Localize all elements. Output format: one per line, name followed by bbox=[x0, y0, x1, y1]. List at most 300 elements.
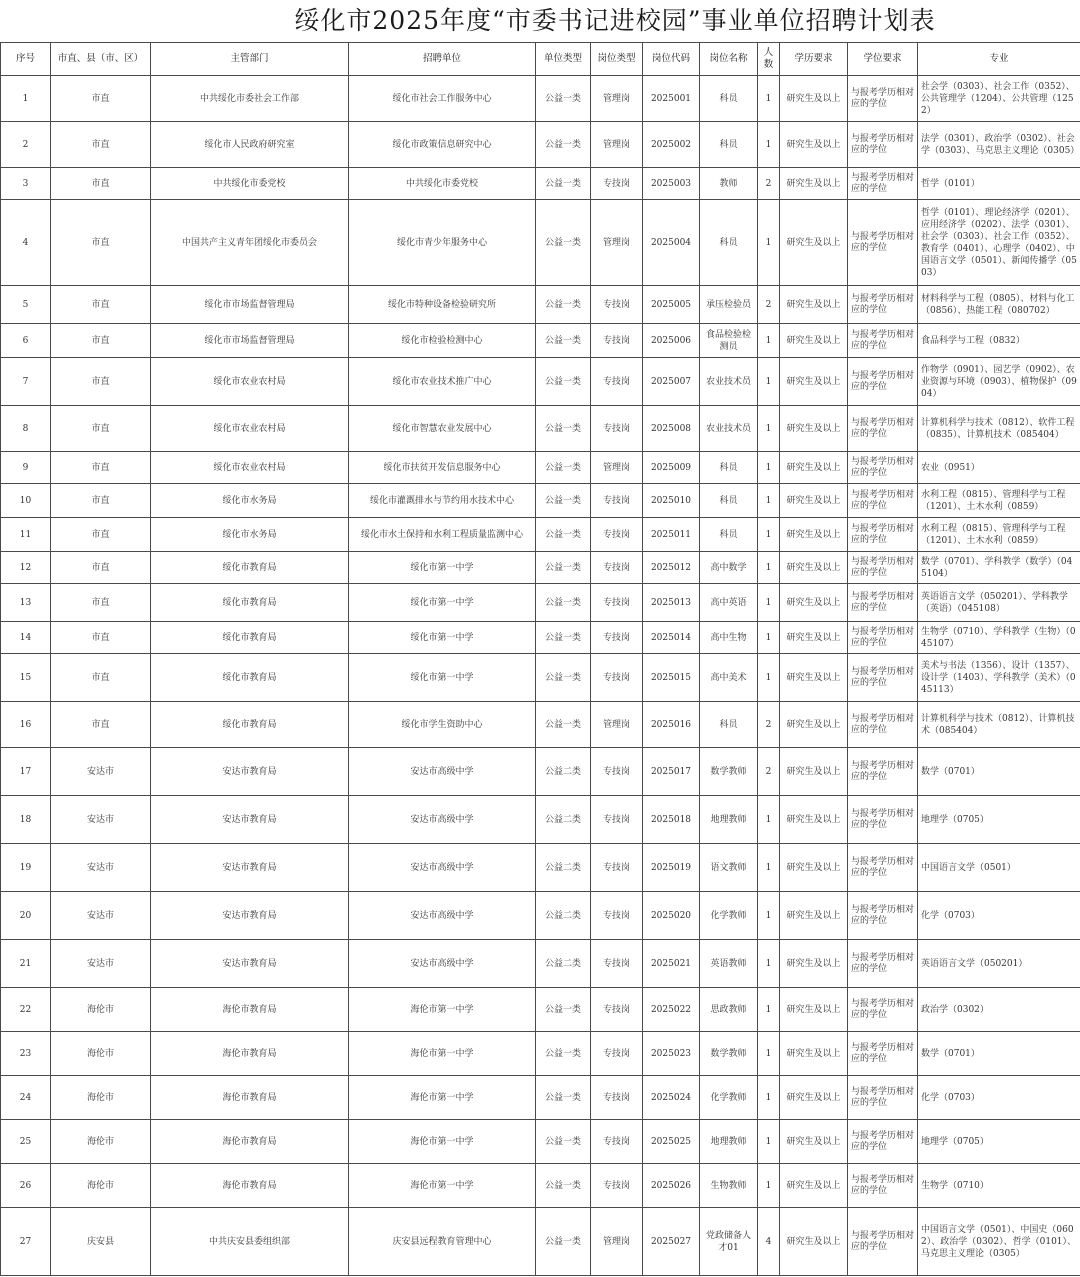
position-code-cell: 2025001 bbox=[643, 76, 700, 122]
header-cell: 单位类型 bbox=[536, 43, 591, 76]
degree-cell: 与报考学历相对应的学位 bbox=[848, 584, 918, 622]
position-name-cell: 高中英语 bbox=[700, 584, 758, 622]
degree-cell: 与报考学历相对应的学位 bbox=[848, 452, 918, 484]
degree-cell: 与报考学历相对应的学位 bbox=[848, 168, 918, 200]
degree-cell: 与报考学历相对应的学位 bbox=[848, 1120, 918, 1164]
unit-type-cell: 公益二类 bbox=[536, 892, 591, 940]
education-cell: 研究生及以上 bbox=[780, 1208, 848, 1276]
row-number: 16 bbox=[1, 702, 51, 748]
education-cell: 研究生及以上 bbox=[780, 584, 848, 622]
major-cell: 英语语言文学（050201） bbox=[918, 940, 1080, 988]
position-type-cell: 专技岗 bbox=[591, 654, 643, 702]
headcount-cell: 1 bbox=[758, 622, 780, 654]
position-code-cell: 2025026 bbox=[643, 1164, 700, 1208]
education-cell: 研究生及以上 bbox=[780, 702, 848, 748]
position-type-cell: 管理岗 bbox=[591, 76, 643, 122]
unit-cell: 安达市高级中学 bbox=[349, 748, 536, 796]
degree-cell: 与报考学历相对应的学位 bbox=[848, 892, 918, 940]
department-cell: 绥化市水务局 bbox=[151, 518, 349, 552]
headcount-cell: 2 bbox=[758, 702, 780, 748]
region-cell: 海伦市 bbox=[51, 1164, 151, 1208]
education-cell: 研究生及以上 bbox=[780, 1164, 848, 1208]
major-cell: 英语语言文学（050201）、学科教学（英语）（045108） bbox=[918, 584, 1080, 622]
position-code-cell: 2025023 bbox=[643, 1032, 700, 1076]
position-type-cell: 专技岗 bbox=[591, 622, 643, 654]
table-row bbox=[1, 484, 1080, 518]
region-cell: 市直 bbox=[51, 552, 151, 584]
header-row bbox=[1, 43, 1080, 76]
header-cell: 人数 bbox=[758, 43, 780, 76]
table-row bbox=[1, 844, 1080, 892]
education-cell: 研究生及以上 bbox=[780, 1076, 848, 1120]
unit-type-cell: 公益二类 bbox=[536, 844, 591, 892]
headcount-cell: 1 bbox=[758, 200, 780, 286]
headcount-cell: 1 bbox=[758, 518, 780, 552]
education-cell: 研究生及以上 bbox=[780, 988, 848, 1032]
table-row bbox=[1, 1032, 1080, 1076]
position-code-cell: 2025014 bbox=[643, 622, 700, 654]
position-name-cell: 高中生物 bbox=[700, 622, 758, 654]
unit-type-cell: 公益一类 bbox=[536, 1076, 591, 1120]
headcount-cell: 1 bbox=[758, 796, 780, 844]
unit-type-cell: 公益一类 bbox=[536, 406, 591, 452]
position-name-cell: 语文教师 bbox=[700, 844, 758, 892]
position-type-cell: 专技岗 bbox=[591, 988, 643, 1032]
position-code-cell: 2025007 bbox=[643, 358, 700, 406]
unit-cell: 安达市高级中学 bbox=[349, 892, 536, 940]
major-cell: 数学（0701） bbox=[918, 1032, 1080, 1076]
unit-cell: 绥化市农业技术推广中心 bbox=[349, 358, 536, 406]
unit-cell: 绥化市特种设备检验研究所 bbox=[349, 286, 536, 324]
unit-type-cell: 公益二类 bbox=[536, 748, 591, 796]
education-cell: 研究生及以上 bbox=[780, 122, 848, 168]
position-name-cell: 农业技术员 bbox=[700, 358, 758, 406]
major-cell: 哲学（0101） bbox=[918, 168, 1080, 200]
header-cell: 招聘单位 bbox=[349, 43, 536, 76]
department-cell: 中共庆安县委组织部 bbox=[151, 1208, 349, 1276]
position-name-cell: 科员 bbox=[700, 76, 758, 122]
row-number: 7 bbox=[1, 358, 51, 406]
row-number: 25 bbox=[1, 1120, 51, 1164]
education-cell: 研究生及以上 bbox=[780, 940, 848, 988]
row-number: 19 bbox=[1, 844, 51, 892]
unit-cell: 绥化市第一中学 bbox=[349, 654, 536, 702]
major-cell: 哲学（0101）、理论经济学（0201）、应用经济学（0202）、法学（0301）、社会学（0303）、社会工作（0352）、教育学（0401）、心理学（0402）、中国语言文学（0501）、新闻传播学（0503） bbox=[918, 200, 1080, 286]
education-cell: 研究生及以上 bbox=[780, 844, 848, 892]
position-type-cell: 专技岗 bbox=[591, 324, 643, 358]
table-row bbox=[1, 286, 1080, 324]
region-cell: 庆安县 bbox=[51, 1208, 151, 1276]
position-name-cell: 化学教师 bbox=[700, 1076, 758, 1120]
degree-cell: 与报考学历相对应的学位 bbox=[848, 844, 918, 892]
headcount-cell: 1 bbox=[758, 484, 780, 518]
education-cell: 研究生及以上 bbox=[780, 76, 848, 122]
position-name-cell: 科员 bbox=[700, 518, 758, 552]
position-code-cell: 2025013 bbox=[643, 584, 700, 622]
position-code-cell: 2025016 bbox=[643, 702, 700, 748]
position-type-cell: 专技岗 bbox=[591, 940, 643, 988]
unit-cell: 中共绥化市委党校 bbox=[349, 168, 536, 200]
row-number: 9 bbox=[1, 452, 51, 484]
region-cell: 海伦市 bbox=[51, 1076, 151, 1120]
position-name-cell: 地理教师 bbox=[700, 1120, 758, 1164]
table-row bbox=[1, 518, 1080, 552]
position-name-cell: 科员 bbox=[700, 484, 758, 518]
header-cell: 岗位代码 bbox=[643, 43, 700, 76]
unit-type-cell: 公益一类 bbox=[536, 452, 591, 484]
row-number: 5 bbox=[1, 286, 51, 324]
region-cell: 市直 bbox=[51, 168, 151, 200]
row-number: 26 bbox=[1, 1164, 51, 1208]
position-name-cell: 承压检验员 bbox=[700, 286, 758, 324]
position-name-cell: 生物教师 bbox=[700, 1164, 758, 1208]
department-cell: 中共绥化市委党校 bbox=[151, 168, 349, 200]
unit-type-cell: 公益一类 bbox=[536, 988, 591, 1032]
headcount-cell: 1 bbox=[758, 552, 780, 584]
header-cell: 专业 bbox=[918, 43, 1080, 76]
major-cell: 材料科学与工程（0805）、材料与化工（0856）、热能工程（080702） bbox=[918, 286, 1080, 324]
region-cell: 海伦市 bbox=[51, 1120, 151, 1164]
education-cell: 研究生及以上 bbox=[780, 358, 848, 406]
unit-type-cell: 公益一类 bbox=[536, 122, 591, 168]
unit-type-cell: 公益一类 bbox=[536, 1164, 591, 1208]
region-cell: 安达市 bbox=[51, 940, 151, 988]
table-row bbox=[1, 892, 1080, 940]
table-row bbox=[1, 358, 1080, 406]
major-cell: 农业（0951） bbox=[918, 452, 1080, 484]
position-code-cell: 2025022 bbox=[643, 988, 700, 1032]
major-cell: 数学（0701）、学科教学（数学）（045104） bbox=[918, 552, 1080, 584]
position-type-cell: 专技岗 bbox=[591, 748, 643, 796]
header-cell: 岗位类型 bbox=[591, 43, 643, 76]
position-name-cell: 地理教师 bbox=[700, 796, 758, 844]
unit-type-cell: 公益一类 bbox=[536, 584, 591, 622]
major-cell: 化学（0703） bbox=[918, 1076, 1080, 1120]
row-number: 4 bbox=[1, 200, 51, 286]
table-row bbox=[1, 748, 1080, 796]
table-row bbox=[1, 1208, 1080, 1276]
row-number: 10 bbox=[1, 484, 51, 518]
degree-cell: 与报考学历相对应的学位 bbox=[848, 748, 918, 796]
headcount-cell: 1 bbox=[758, 406, 780, 452]
position-name-cell: 教师 bbox=[700, 168, 758, 200]
major-cell: 生物学（0710）、学科教学（生物）（045107） bbox=[918, 622, 1080, 654]
degree-cell: 与报考学历相对应的学位 bbox=[848, 654, 918, 702]
table-row bbox=[1, 1076, 1080, 1120]
position-code-cell: 2025025 bbox=[643, 1120, 700, 1164]
headcount-cell: 1 bbox=[758, 1076, 780, 1120]
table-row bbox=[1, 324, 1080, 358]
department-cell: 安达市教育局 bbox=[151, 844, 349, 892]
department-cell: 海伦市教育局 bbox=[151, 988, 349, 1032]
header-cell: 序号 bbox=[1, 43, 51, 76]
region-cell: 海伦市 bbox=[51, 1032, 151, 1076]
unit-cell: 绥化市灌溉排水与节约用水技术中心 bbox=[349, 484, 536, 518]
department-cell: 绥化市水务局 bbox=[151, 484, 349, 518]
position-name-cell: 思政教师 bbox=[700, 988, 758, 1032]
unit-cell: 绥化市扶贫开发信息服务中心 bbox=[349, 452, 536, 484]
department-cell: 海伦市教育局 bbox=[151, 1120, 349, 1164]
row-number: 11 bbox=[1, 518, 51, 552]
position-code-cell: 2025027 bbox=[643, 1208, 700, 1276]
headcount-cell: 1 bbox=[758, 654, 780, 702]
unit-cell: 绥化市政策信息研究中心 bbox=[349, 122, 536, 168]
major-cell: 计算机科学与技术（0812）、计算机技术（085404） bbox=[918, 702, 1080, 748]
position-code-cell: 2025003 bbox=[643, 168, 700, 200]
region-cell: 市直 bbox=[51, 518, 151, 552]
region-cell: 市直 bbox=[51, 286, 151, 324]
degree-cell: 与报考学历相对应的学位 bbox=[848, 76, 918, 122]
department-cell: 海伦市教育局 bbox=[151, 1076, 349, 1120]
education-cell: 研究生及以上 bbox=[780, 452, 848, 484]
region-cell: 安达市 bbox=[51, 748, 151, 796]
region-cell: 市直 bbox=[51, 76, 151, 122]
position-code-cell: 2025018 bbox=[643, 796, 700, 844]
unit-cell: 海伦市第一中学 bbox=[349, 1164, 536, 1208]
row-number: 20 bbox=[1, 892, 51, 940]
department-cell: 绥化市教育局 bbox=[151, 702, 349, 748]
region-cell: 安达市 bbox=[51, 892, 151, 940]
position-type-cell: 管理岗 bbox=[591, 200, 643, 286]
degree-cell: 与报考学历相对应的学位 bbox=[848, 1208, 918, 1276]
position-type-cell: 专技岗 bbox=[591, 1076, 643, 1120]
education-cell: 研究生及以上 bbox=[780, 406, 848, 452]
row-number: 2 bbox=[1, 122, 51, 168]
region-cell: 市直 bbox=[51, 654, 151, 702]
unit-type-cell: 公益一类 bbox=[536, 358, 591, 406]
row-number: 8 bbox=[1, 406, 51, 452]
department-cell: 中国共产主义青年团绥化市委员会 bbox=[151, 200, 349, 286]
unit-type-cell: 公益一类 bbox=[536, 1032, 591, 1076]
position-code-cell: 2025021 bbox=[643, 940, 700, 988]
headcount-cell: 1 bbox=[758, 940, 780, 988]
position-type-cell: 专技岗 bbox=[591, 518, 643, 552]
headcount-cell: 1 bbox=[758, 358, 780, 406]
position-code-cell: 2025012 bbox=[643, 552, 700, 584]
table-row bbox=[1, 1120, 1080, 1164]
education-cell: 研究生及以上 bbox=[780, 654, 848, 702]
row-number: 3 bbox=[1, 168, 51, 200]
position-type-cell: 专技岗 bbox=[591, 168, 643, 200]
unit-type-cell: 公益一类 bbox=[536, 518, 591, 552]
degree-cell: 与报考学历相对应的学位 bbox=[848, 286, 918, 324]
recruitment-table bbox=[0, 42, 1080, 1276]
education-cell: 研究生及以上 bbox=[780, 748, 848, 796]
position-type-cell: 专技岗 bbox=[591, 844, 643, 892]
position-name-cell: 高中数学 bbox=[700, 552, 758, 584]
major-cell: 法学（0301）、政治学（0302）、社会学（0303）、马克思主义理论（0305） bbox=[918, 122, 1080, 168]
major-cell: 美术与书法（1356）、设计（1357）、设计学（1403）、学科教学（美术）（045113） bbox=[918, 654, 1080, 702]
education-cell: 研究生及以上 bbox=[780, 892, 848, 940]
education-cell: 研究生及以上 bbox=[780, 1120, 848, 1164]
header-cell: 市直、县（市、区） bbox=[51, 43, 151, 76]
unit-type-cell: 公益一类 bbox=[536, 168, 591, 200]
row-number: 18 bbox=[1, 796, 51, 844]
unit-type-cell: 公益一类 bbox=[536, 76, 591, 122]
position-code-cell: 2025005 bbox=[643, 286, 700, 324]
education-cell: 研究生及以上 bbox=[780, 1032, 848, 1076]
row-number: 1 bbox=[1, 76, 51, 122]
row-number: 22 bbox=[1, 988, 51, 1032]
unit-cell: 海伦市第一中学 bbox=[349, 1032, 536, 1076]
position-name-cell: 科员 bbox=[700, 702, 758, 748]
position-type-cell: 专技岗 bbox=[591, 796, 643, 844]
unit-cell: 绥化市第一中学 bbox=[349, 622, 536, 654]
header-cell: 主管部门 bbox=[151, 43, 349, 76]
page-title: 绥化市2025年度“市委书记进校园”事业单位招聘计划表 bbox=[294, 6, 936, 35]
degree-cell: 与报考学历相对应的学位 bbox=[848, 200, 918, 286]
table-row bbox=[1, 452, 1080, 484]
position-name-cell: 科员 bbox=[700, 122, 758, 168]
unit-type-cell: 公益一类 bbox=[536, 552, 591, 584]
position-name-cell: 英语教师 bbox=[700, 940, 758, 988]
headcount-cell: 1 bbox=[758, 844, 780, 892]
unit-type-cell: 公益一类 bbox=[536, 286, 591, 324]
table-row bbox=[1, 1164, 1080, 1208]
major-cell: 地理学（0705） bbox=[918, 796, 1080, 844]
position-type-cell: 专技岗 bbox=[591, 1032, 643, 1076]
department-cell: 绥化市教育局 bbox=[151, 622, 349, 654]
education-cell: 研究生及以上 bbox=[780, 484, 848, 518]
department-cell: 绥化市市场监督管理局 bbox=[151, 286, 349, 324]
department-cell: 安达市教育局 bbox=[151, 892, 349, 940]
major-cell: 生物学（0710） bbox=[918, 1164, 1080, 1208]
header-cell: 学历要求 bbox=[780, 43, 848, 76]
position-type-cell: 专技岗 bbox=[591, 552, 643, 584]
headcount-cell: 2 bbox=[758, 286, 780, 324]
header-cell: 学位要求 bbox=[848, 43, 918, 76]
table-row bbox=[1, 122, 1080, 168]
position-name-cell: 高中美术 bbox=[700, 654, 758, 702]
position-type-cell: 专技岗 bbox=[591, 484, 643, 518]
table-row bbox=[1, 200, 1080, 286]
unit-cell: 绥化市青少年服务中心 bbox=[349, 200, 536, 286]
headcount-cell: 1 bbox=[758, 122, 780, 168]
region-cell: 安达市 bbox=[51, 844, 151, 892]
table-row bbox=[1, 654, 1080, 702]
major-cell: 水利工程（0815）、管理科学与工程（1201）、土木水利（0859） bbox=[918, 518, 1080, 552]
unit-type-cell: 公益一类 bbox=[536, 1120, 591, 1164]
region-cell: 市直 bbox=[51, 324, 151, 358]
major-cell: 地理学（0705） bbox=[918, 1120, 1080, 1164]
region-cell: 市直 bbox=[51, 584, 151, 622]
unit-cell: 海伦市第一中学 bbox=[349, 1076, 536, 1120]
position-type-cell: 专技岗 bbox=[591, 584, 643, 622]
headcount-cell: 4 bbox=[758, 1208, 780, 1276]
region-cell: 安达市 bbox=[51, 796, 151, 844]
row-number: 21 bbox=[1, 940, 51, 988]
headcount-cell: 1 bbox=[758, 584, 780, 622]
row-number: 27 bbox=[1, 1208, 51, 1276]
position-name-cell: 农业技术员 bbox=[700, 406, 758, 452]
unit-type-cell: 公益一类 bbox=[536, 200, 591, 286]
region-cell: 市直 bbox=[51, 622, 151, 654]
position-name-cell: 党政储备人才01 bbox=[700, 1208, 758, 1276]
education-cell: 研究生及以上 bbox=[780, 518, 848, 552]
row-number: 24 bbox=[1, 1076, 51, 1120]
education-cell: 研究生及以上 bbox=[780, 552, 848, 584]
position-code-cell: 2025017 bbox=[643, 748, 700, 796]
degree-cell: 与报考学历相对应的学位 bbox=[848, 1076, 918, 1120]
department-cell: 绥化市农业农村局 bbox=[151, 406, 349, 452]
position-code-cell: 2025024 bbox=[643, 1076, 700, 1120]
degree-cell: 与报考学历相对应的学位 bbox=[848, 940, 918, 988]
major-cell: 政治学（0302） bbox=[918, 988, 1080, 1032]
headcount-cell: 2 bbox=[758, 168, 780, 200]
major-cell: 中国语言文学（0501） bbox=[918, 844, 1080, 892]
degree-cell: 与报考学历相对应的学位 bbox=[848, 622, 918, 654]
position-code-cell: 2025019 bbox=[643, 844, 700, 892]
row-number: 17 bbox=[1, 748, 51, 796]
region-cell: 市直 bbox=[51, 358, 151, 406]
department-cell: 安达市教育局 bbox=[151, 796, 349, 844]
major-cell: 社会学（0303）、社会工作（0352）、公共管理学（1204）、公共管理（1252） bbox=[918, 76, 1080, 122]
department-cell: 绥化市教育局 bbox=[151, 654, 349, 702]
table-row bbox=[1, 76, 1080, 122]
degree-cell: 与报考学历相对应的学位 bbox=[848, 484, 918, 518]
unit-cell: 庆安县远程教育管理中心 bbox=[349, 1208, 536, 1276]
region-cell: 海伦市 bbox=[51, 988, 151, 1032]
position-code-cell: 2025010 bbox=[643, 484, 700, 518]
position-type-cell: 专技岗 bbox=[591, 892, 643, 940]
position-code-cell: 2025008 bbox=[643, 406, 700, 452]
unit-cell: 绥化市智慧农业发展中心 bbox=[349, 406, 536, 452]
position-name-cell: 化学教师 bbox=[700, 892, 758, 940]
unit-type-cell: 公益一类 bbox=[536, 1208, 591, 1276]
department-cell: 绥化市农业农村局 bbox=[151, 358, 349, 406]
degree-cell: 与报考学历相对应的学位 bbox=[848, 324, 918, 358]
position-name-cell: 科员 bbox=[700, 452, 758, 484]
position-type-cell: 专技岗 bbox=[591, 1164, 643, 1208]
position-name-cell: 数学教师 bbox=[700, 748, 758, 796]
position-type-cell: 管理岗 bbox=[591, 452, 643, 484]
position-type-cell: 专技岗 bbox=[591, 406, 643, 452]
table-row bbox=[1, 584, 1080, 622]
unit-type-cell: 公益一类 bbox=[536, 654, 591, 702]
department-cell: 绥化市教育局 bbox=[151, 584, 349, 622]
unit-cell: 绥化市第一中学 bbox=[349, 584, 536, 622]
headcount-cell: 1 bbox=[758, 452, 780, 484]
unit-cell: 绥化市第一中学 bbox=[349, 552, 536, 584]
position-name-cell: 科员 bbox=[700, 200, 758, 286]
table-row bbox=[1, 168, 1080, 200]
department-cell: 中共绥化市委社会工作部 bbox=[151, 76, 349, 122]
position-code-cell: 2025011 bbox=[643, 518, 700, 552]
position-code-cell: 2025004 bbox=[643, 200, 700, 286]
table-row bbox=[1, 406, 1080, 452]
unit-cell: 海伦市第一中学 bbox=[349, 1120, 536, 1164]
region-cell: 市直 bbox=[51, 702, 151, 748]
department-cell: 绥化市农业农村局 bbox=[151, 452, 349, 484]
row-number: 12 bbox=[1, 552, 51, 584]
table-row bbox=[1, 796, 1080, 844]
unit-type-cell: 公益二类 bbox=[536, 796, 591, 844]
unit-type-cell: 公益二类 bbox=[536, 940, 591, 988]
row-number: 6 bbox=[1, 324, 51, 358]
department-cell: 安达市教育局 bbox=[151, 940, 349, 988]
major-cell: 中国语言文学（0501）、中国史（0602）、政治学（0302）、哲学（0101）、马克思主义理论（0305） bbox=[918, 1208, 1080, 1276]
major-cell: 作物学（0901）、园艺学（0902）、农业资源与环境（0903）、植物保护（0904） bbox=[918, 358, 1080, 406]
unit-type-cell: 公益一类 bbox=[536, 484, 591, 518]
row-number: 15 bbox=[1, 654, 51, 702]
region-cell: 市直 bbox=[51, 406, 151, 452]
position-type-cell: 专技岗 bbox=[591, 286, 643, 324]
table-row bbox=[1, 552, 1080, 584]
degree-cell: 与报考学历相对应的学位 bbox=[848, 552, 918, 584]
unit-type-cell: 公益一类 bbox=[536, 324, 591, 358]
major-cell: 食品科学与工程（0832） bbox=[918, 324, 1080, 358]
degree-cell: 与报考学历相对应的学位 bbox=[848, 796, 918, 844]
